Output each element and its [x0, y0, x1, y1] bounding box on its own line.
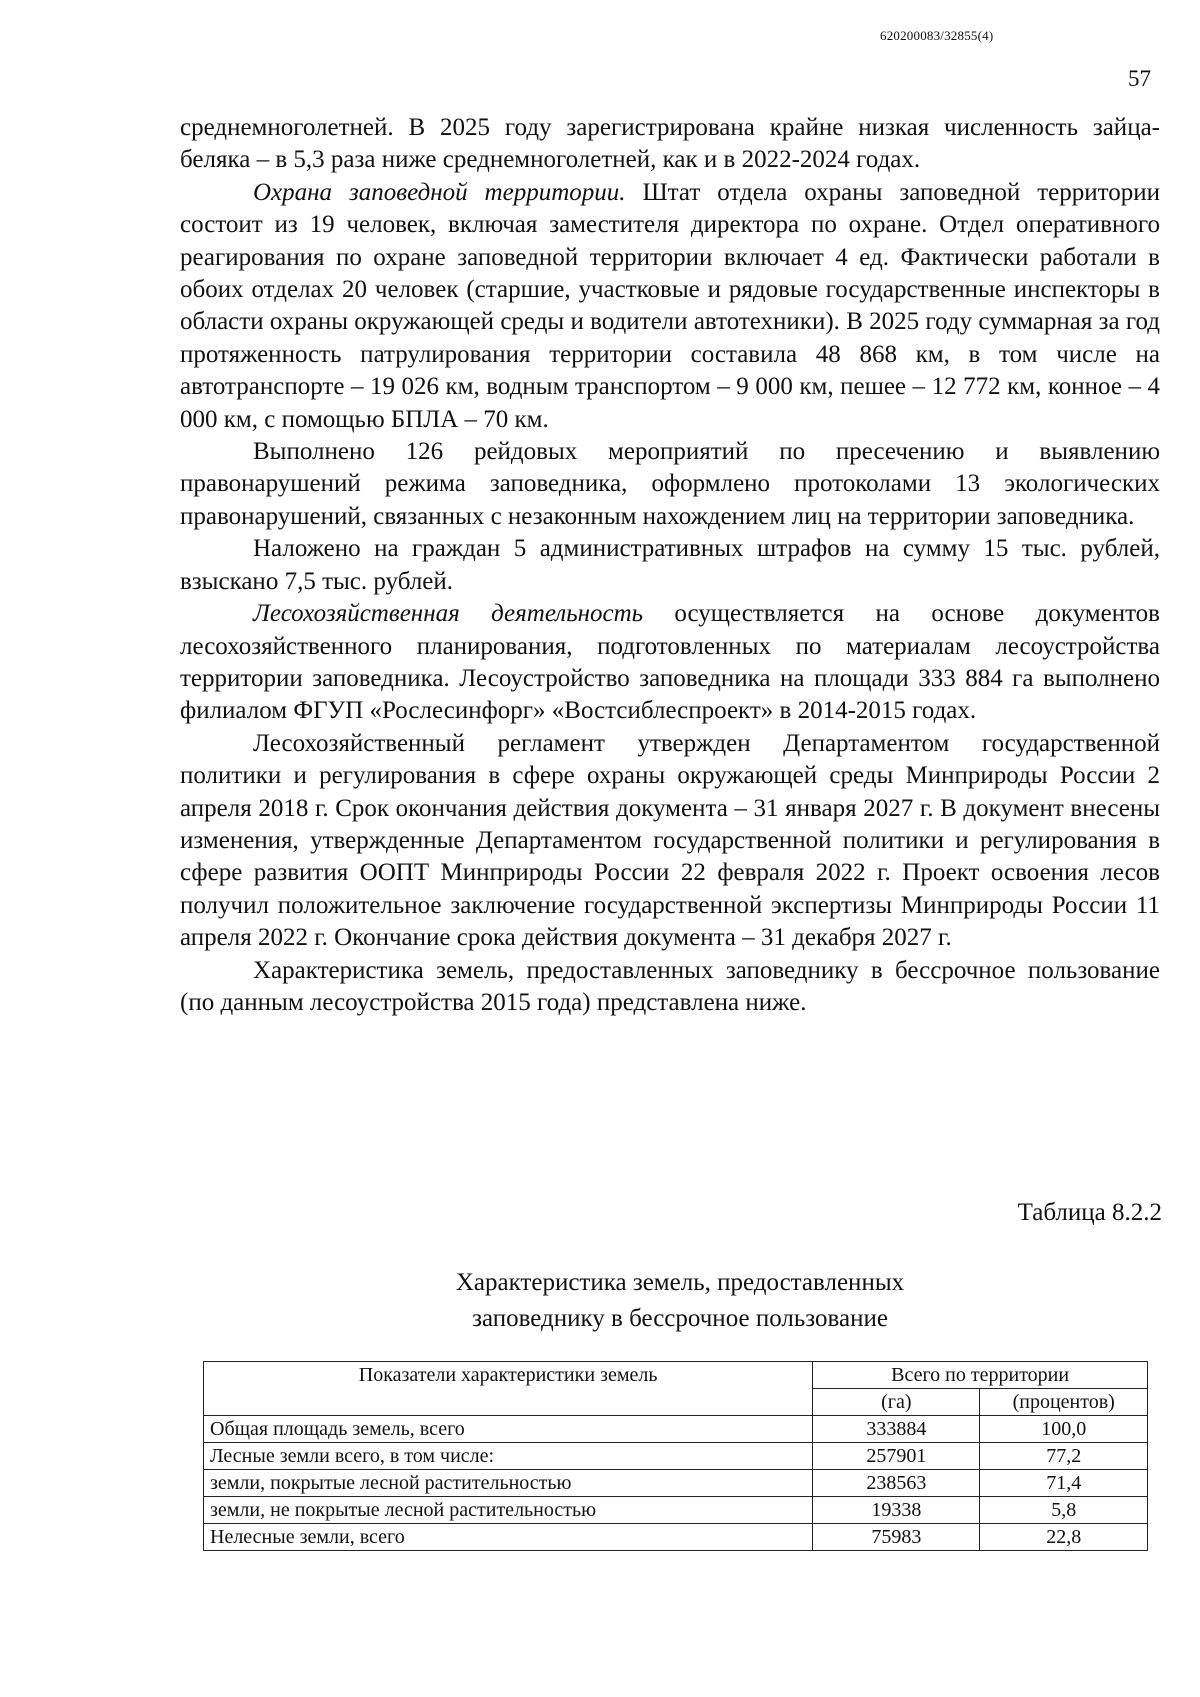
header-total: Всего по территории [813, 1362, 1148, 1389]
document-id: 620200083/32855(4) [880, 28, 994, 43]
table-row [204, 1443, 1148, 1470]
page-number: 57 [1128, 66, 1151, 91]
row-label: земли, не покрытые лесной растительностью [204, 1497, 813, 1524]
row-percent: 22,8 [980, 1524, 1148, 1551]
paragraph-4: Наложено на граждан 5 административных штрафов на сумму 15 тыс. рублей, взыскано 7,5 тыс. рублей. [180, 535, 1160, 595]
row-label: Нелесные земли, всего [204, 1524, 813, 1551]
header-percent: (процентов) [980, 1389, 1148, 1416]
header-indicators: Показатели характеристики земель [204, 1362, 813, 1416]
table-row [204, 1470, 1148, 1497]
table-caption [340, 1265, 1020, 1337]
row-hectares: 238563 [813, 1470, 980, 1497]
row-hectares: 333884 [813, 1416, 980, 1443]
land-characteristics-table [203, 1361, 1148, 1551]
body-text [180, 112, 1160, 1019]
table-row [204, 1497, 1148, 1524]
row-hectares: 257901 [813, 1443, 980, 1470]
row-label: Лесные земли всего, в том числе: [204, 1443, 813, 1470]
paragraph-2-text: Штат отдела охраны заповедной территории состоит из 19 человек, включая заместителя директора по охране. Отдел оперативного реагирования по охране заповедной территории включает 4 ед. Фактически работали в обоих отделах 20 человек (старшие, участковые и рядовые государственные инспекторы в области охраны окружающей среды и водители автотехники). В 2025 году суммарная за год протяженность патрулирования территории составила 48 868 км, в том числе на автотранспорте – 19 026 км, водным транспортом – 9 000 км, пешее – 12 772 км, конное – 4 000 км, с помощью БПЛА – 70 км. [180, 178, 1160, 433]
row-percent: 100,0 [980, 1416, 1148, 1443]
row-hectares: 75983 [813, 1524, 980, 1551]
paragraph-2-title: Охрана заповедной территории. [253, 178, 626, 206]
row-label: Общая площадь земель, всего [204, 1416, 813, 1443]
row-percent: 71,4 [980, 1470, 1148, 1497]
row-percent: 77,2 [980, 1443, 1148, 1470]
table-row [204, 1416, 1148, 1443]
paragraph-7: Характеристика земель, предоставленных заповеднику в бессрочное пользование (по данным лесоустройства 2015 года) представлена ниже. [180, 956, 1160, 1016]
row-percent: 5,8 [980, 1497, 1148, 1524]
table-row [204, 1524, 1148, 1551]
paragraph-5-title: Лесохозяйственная деятельность [253, 600, 643, 628]
paragraph-6: Лесохозяйственный регламент утвержден Департаментом государственной политики и регулирования в сфере охраны окружающей среды Минприроды России 2 апреля 2018 г. Срок окончания действия документа – 31 января 2027 г. В документ внесены изменения, утвержденные Департаментом государственной политики и регулирования в сфере развития ООПТ Минприроды России 22 февраля 2022 г. Проект освоения лесов получил положительное заключение государственной экспертизы Минприроды России 11 апреля 2022 г. Окончание срока действия документа – 31 декабря 2027 г. [180, 729, 1160, 952]
row-hectares: 19338 [813, 1497, 980, 1524]
paragraph-3: Выполнено 126 рейдовых мероприятий по пресечению и выявлению правонарушений режима заповедника, оформлено протоколами 13 экологических правонарушений, связанных с незаконным нахождением лиц на территории заповедника. [180, 438, 1160, 530]
row-label: земли, покрытые лесной растительностью [204, 1470, 813, 1497]
paragraph-5-text: осуществляется на основе документов лесохозяйственного планирования, подготовленных по материалам лесоустройства территории заповедника. Лесоустройство заповедника на площади 333 884 га выполнено филиалом ФГУП «Рослесинфорг» «Востсиблеспроект» в 2014-2015 годах. [180, 600, 1160, 725]
table-number: Таблица 8.2.2 [1017, 1199, 1162, 1226]
paragraph-1: среднемноголетней. В 2025 году зарегистрирована крайне низкая численность зайца-беляка – в 5,3 раза ниже среднемноголетней, как и в 2022-2024 годах. [180, 114, 1160, 174]
paragraph-5 [180, 598, 1160, 728]
header-hectares: (га) [813, 1389, 980, 1416]
table-caption-line-1: Характеристика земель, предоставленных [455, 1269, 905, 1296]
table-caption-line-2: заповеднику в бессрочное пользование [472, 1305, 888, 1332]
paragraph-2 [180, 177, 1160, 436]
table-header-row [204, 1362, 1148, 1389]
